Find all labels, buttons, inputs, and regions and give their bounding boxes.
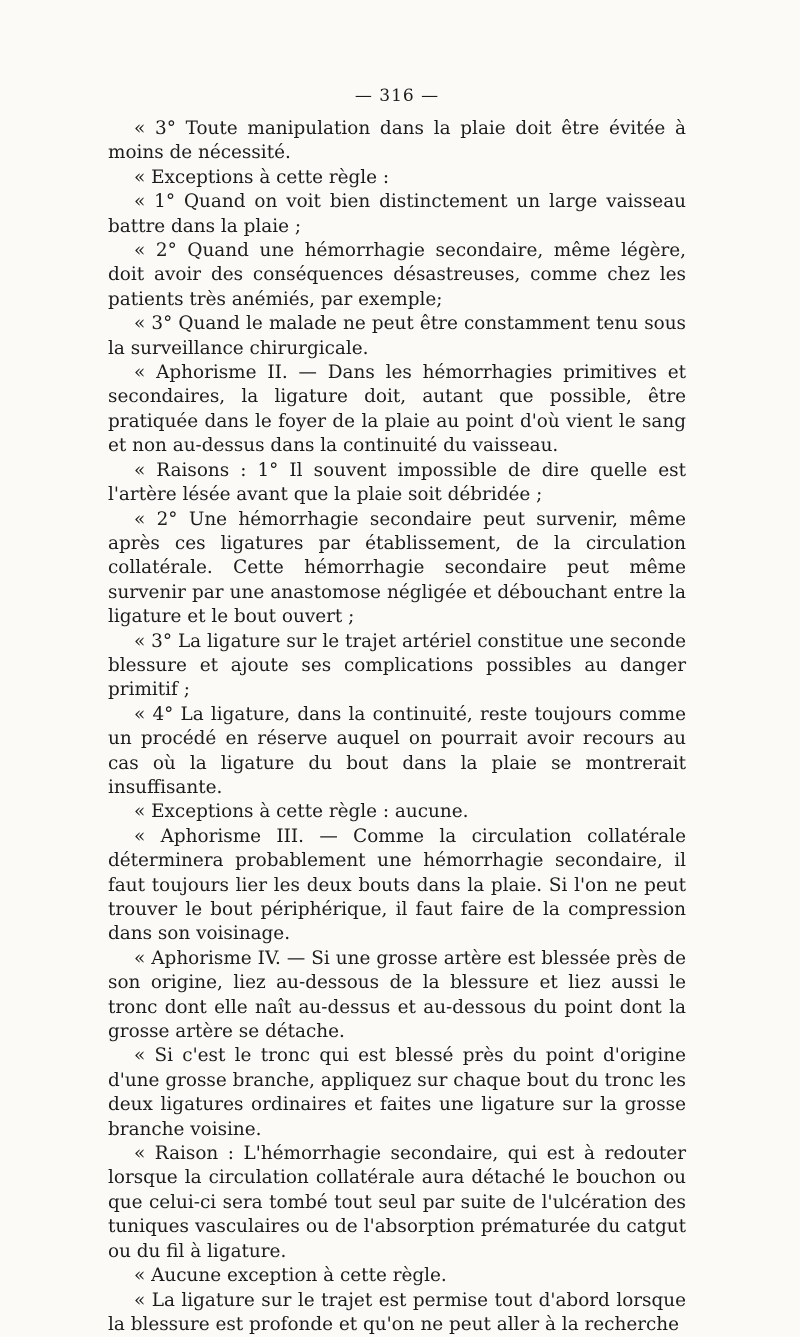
paragraph: « Aphorisme IV. — Si une grosse artère est blessée près de son origine, liez au-dessous de la blessure et liez aussi le tronc dont elle naît au-dessus et au-dessous du point dont la grosse artère se détache. xyxy=(108,947,686,1045)
page-body xyxy=(108,117,686,1337)
paragraph: « Aphorisme III. — Comme la circulation collatérale déterminera probablement une hémorrhagie secondaire, il faut toujours lier les deux bouts dans la plaie. Si l'on ne peut trouver le bout périphérique, il faut faire de la compression dans son voisinage. xyxy=(108,825,686,947)
paragraph: « La ligature sur le trajet est permise tout d'abord lorsque la blessure est profonde et qu'on ne peut aller à la recherche xyxy=(108,1289,686,1337)
paragraph: « 2° Quand une hémorrhagie secondaire, même légère, doit avoir des conséquences désastreuses, comme chez les patients très anémiés, par exemple; xyxy=(108,239,686,312)
paragraph: « Aucune exception à cette règle. xyxy=(108,1264,686,1288)
page-number: — 316 — xyxy=(108,86,686,106)
paragraph: « Raisons : 1° Il souvent impossible de dire quelle est l'artère lésée avant que la plaie soit débridée ; xyxy=(108,459,686,508)
paragraph: « Exceptions à cette règle : aucune. xyxy=(108,800,686,824)
paragraph: « Exceptions à cette règle : xyxy=(108,166,686,190)
paragraph: « 3° Toute manipulation dans la plaie doit être évitée à moins de nécessité. xyxy=(108,117,686,166)
paragraph: « Aphorisme II. — Dans les hémorrhagies primitives et secondaires, la ligature doit, autant que possible, être pratiquée dans le foyer de la plaie au point d'où vient le sang et non au-dessus dans la continuité du vaisseau. xyxy=(108,361,686,459)
paragraph: « Raison : L'hémorrhagie secondaire, qui est à redouter lorsque la circulation collatérale aura détaché le bouchon ou que celui-ci sera tombé tout seul par suite de l'ulcération des tuniques vasculaires ou de l'absorption prématurée du catgut ou du fil à ligature. xyxy=(108,1142,686,1264)
paragraph: « 2° Une hémorrhagie secondaire peut survenir, même après ces ligatures par établissement, de la circulation collatérale. Cette hémorrhagie secondaire peut même survenir par une anastomose négligée et débouchant entre la ligature et le bout ouvert ; xyxy=(108,508,686,630)
paragraph: « 3° La ligature sur le trajet artériel constitue une seconde blessure et ajoute ses complications possibles au danger primitif ; xyxy=(108,630,686,703)
paragraph: « 4° La ligature, dans la continuité, reste toujours comme un procédé en réserve auquel on pourrait avoir recours au cas où la ligature du bout dans la plaie se montrerait insuffisante. xyxy=(108,703,686,801)
paragraph: « 3° Quand le malade ne peut être constamment tenu sous la surveillance chirurgicale. xyxy=(108,312,686,361)
paragraph: « 1° Quand on voit bien distinctement un large vaisseau battre dans la plaie ; xyxy=(108,190,686,239)
paragraph: « Si c'est le tronc qui est blessé près du point d'origine d'une grosse branche, appliquez sur chaque bout du tronc les deux ligatures ordinaires et faites une ligature sur la grosse branche voisine. xyxy=(108,1044,686,1142)
